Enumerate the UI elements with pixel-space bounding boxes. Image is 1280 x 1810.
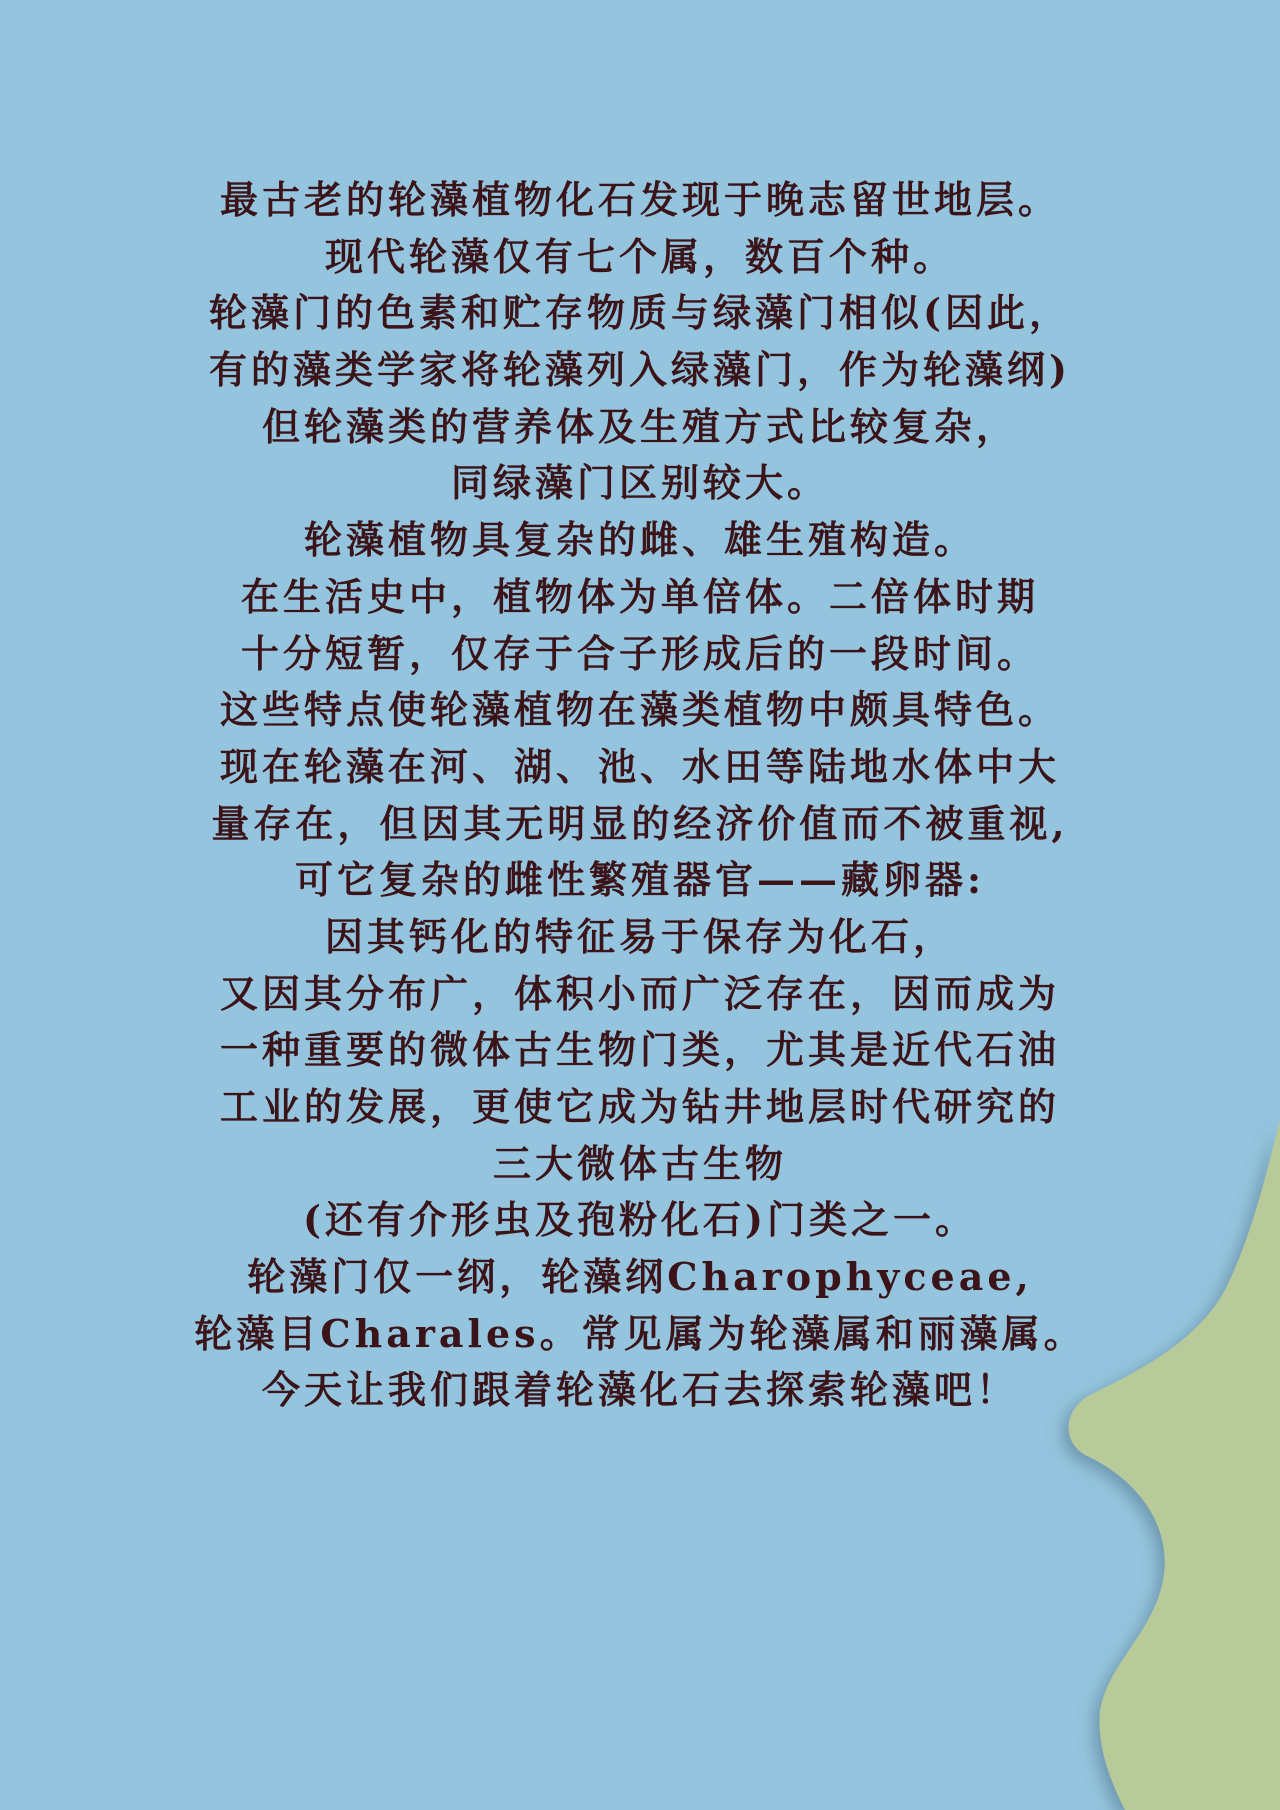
text-line: 轮藻门的色素和贮存物质与绿藻门相似(因此， — [209, 290, 1071, 336]
text-line: 轮藻目Charales。常见属为轮藻属和丽藻属。 — [194, 1310, 1086, 1356]
text-line: 因其钙化的特征易于保存为化石， — [324, 913, 955, 959]
text-line: 最古老的轮藻植物化石发现于晚志留世地层。 — [219, 177, 1060, 222]
text-line: 在生活史中，植物体为单倍体。二倍体时期 — [240, 573, 1039, 619]
text-line: 量存在，但因其无明显的经济价值而不被重视, — [211, 800, 1069, 846]
text-line: 一种重要的微体古生物门类，尤其是近代石油 — [219, 1027, 1060, 1073]
text-line: 现代轮藻仅有七个属，数百个种。 — [324, 233, 955, 279]
text-line: 又因其分布广，体积小而广泛存在，因而成为 — [219, 970, 1060, 1016]
text-line: (还有介形虫及孢粉化石)门类之一。 — [303, 1197, 977, 1243]
text-line: 轮藻门仅一纲，轮藻纲Charophyceae, — [247, 1254, 1033, 1300]
text-line: 有的藻类学家将轮藻列入绿藻门，作为轮藻纲) — [209, 347, 1071, 393]
text-line: 但轮藻类的营养体及生殖方式比较复杂， — [261, 403, 1018, 449]
text-line: 同绿藻门区别较大。 — [450, 460, 829, 506]
text-line: 现在轮藻在河、湖、池、水田等陆地水体中大 — [219, 743, 1060, 789]
text-line: 这些特点使轮藻植物在藻类植物中颇具特色。 — [219, 687, 1060, 733]
text-line: 轮藻植物具复杂的雌、雄生殖构造。 — [303, 517, 976, 563]
article-text — [100, 172, 1180, 1419]
text-line: 工业的发展，更使它成为钻井地层时代研究的 — [219, 1084, 1060, 1129]
text-line: 可它复杂的雌性繁殖器官——藏卵器: — [294, 857, 986, 903]
text-line: 十分短暂，仅存于合子形成后的一段时间。 — [240, 630, 1039, 676]
text-line: 今天让我们跟着轮藻化石去探索轮藻吧！ — [261, 1367, 1018, 1413]
text-line: 三大微体古生物 — [492, 1140, 787, 1186]
